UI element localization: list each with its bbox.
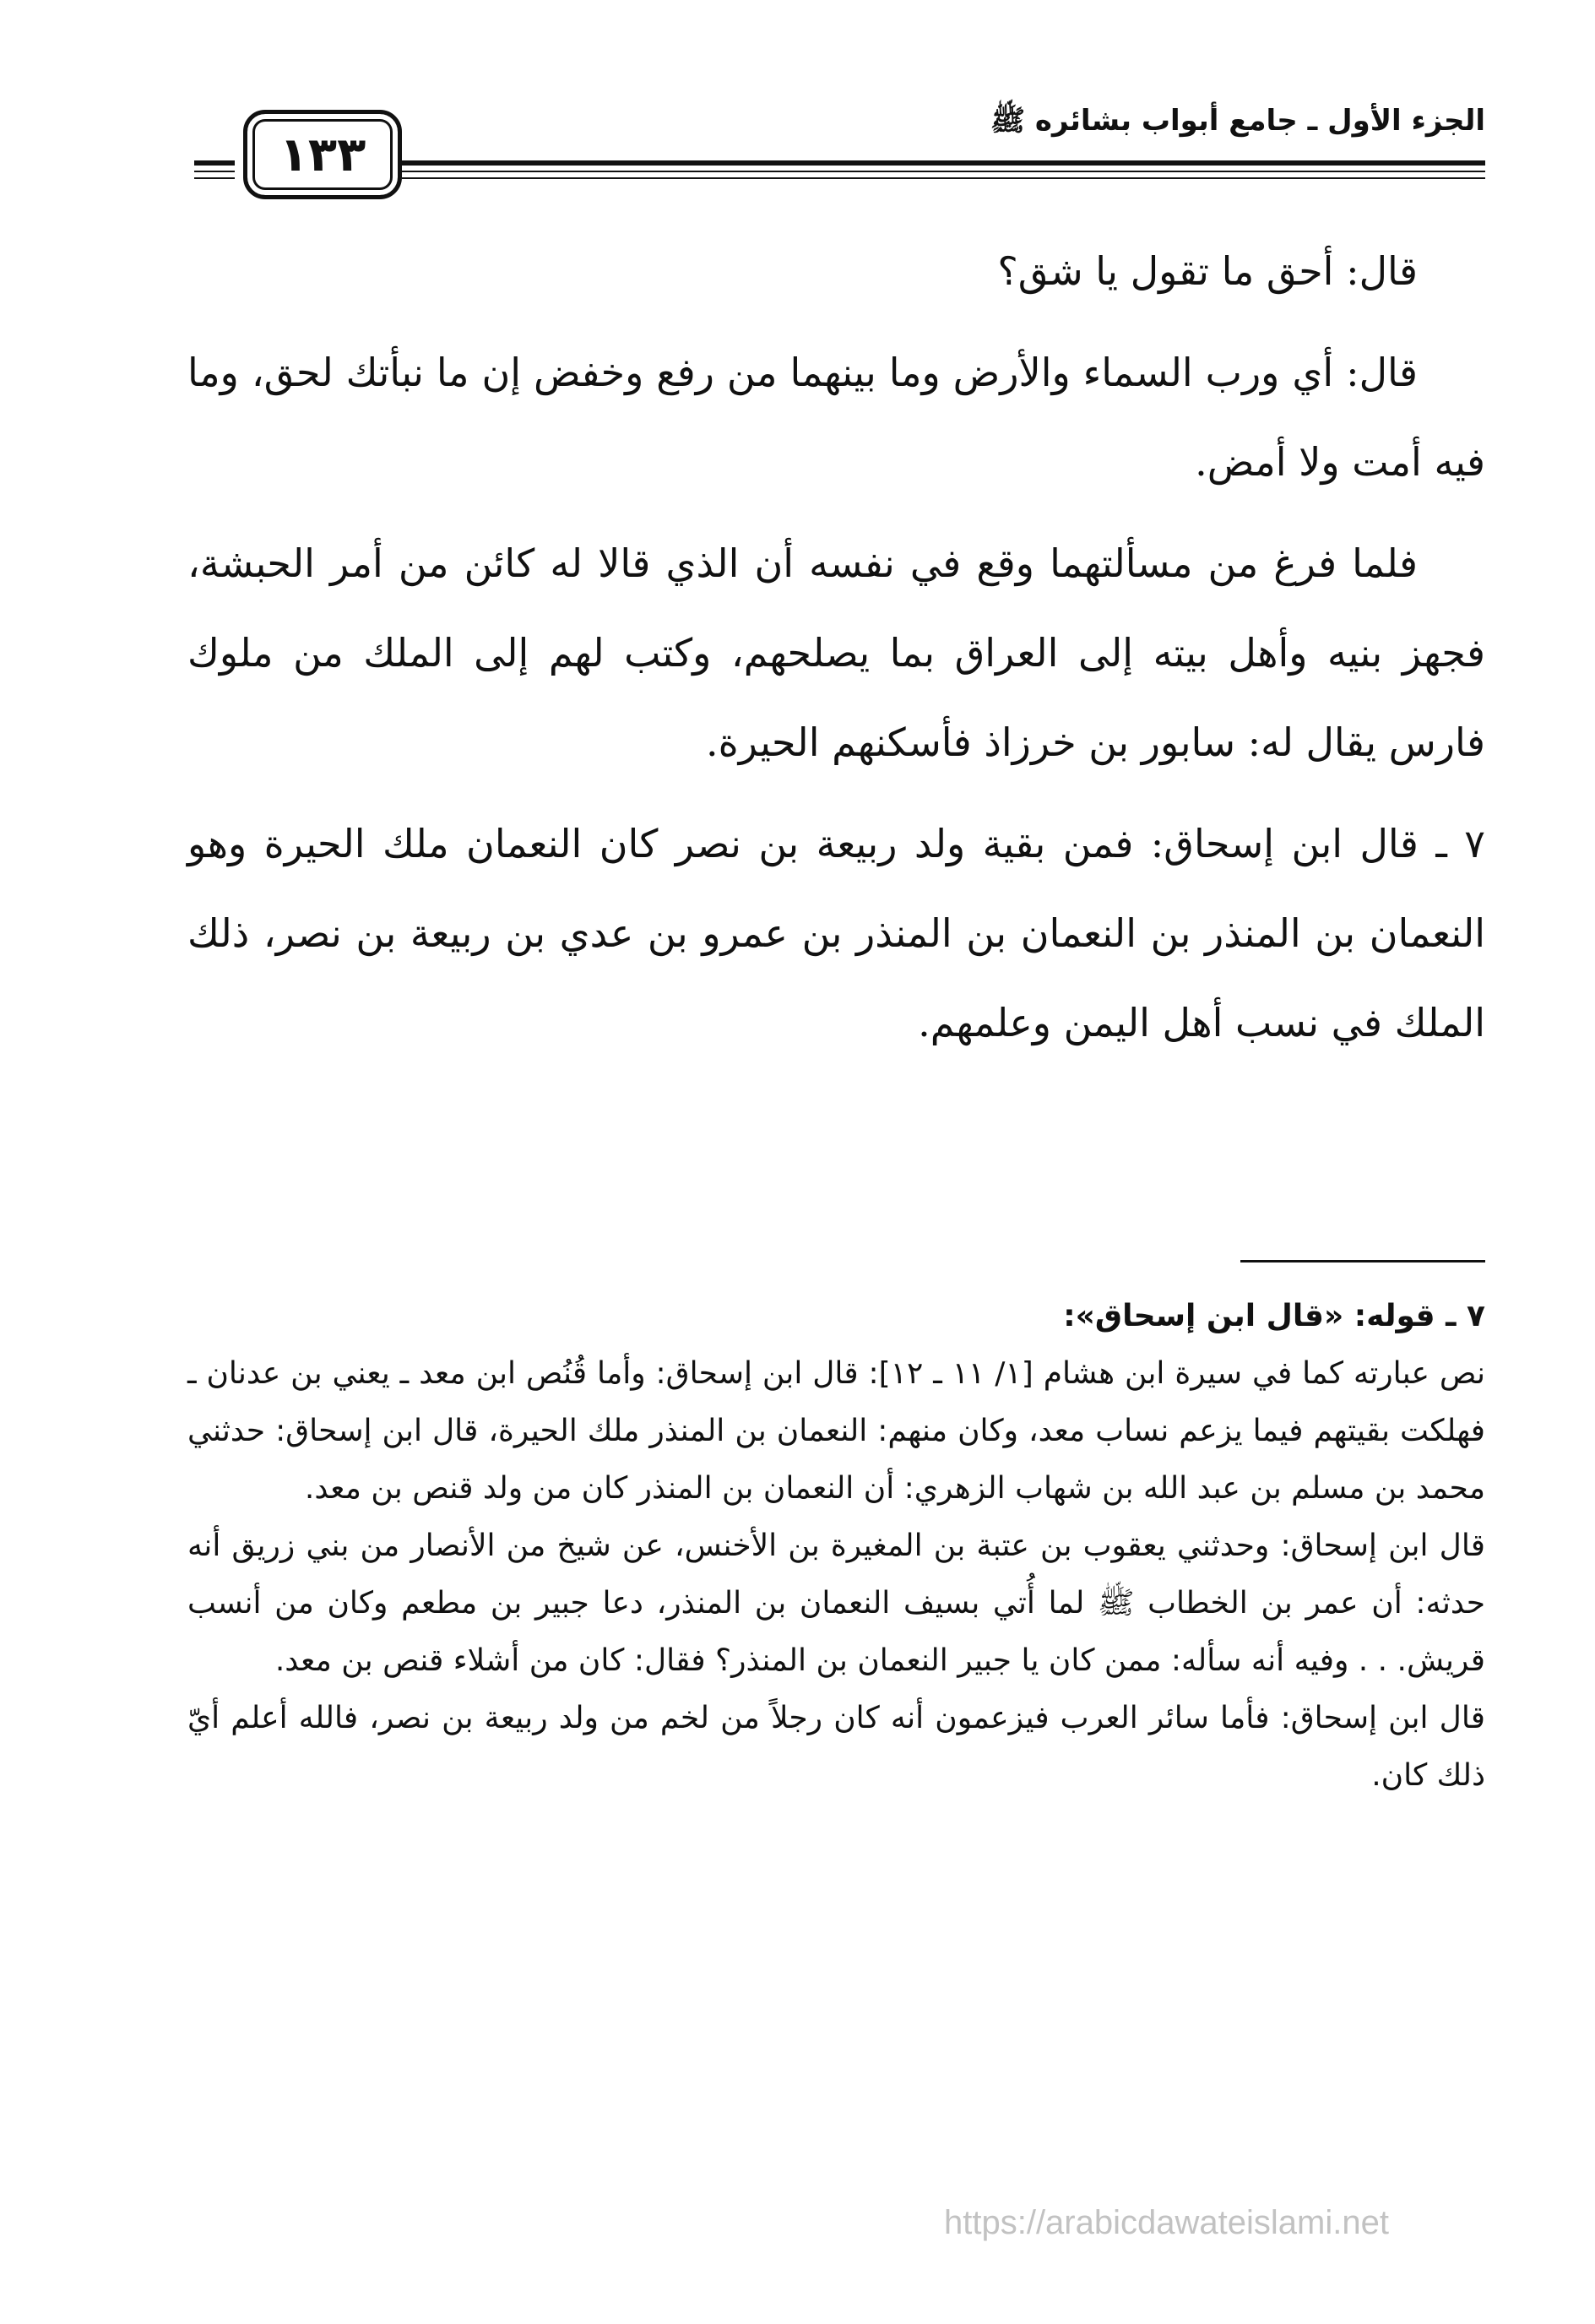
main-text bbox=[187, 226, 1485, 1079]
page-number: ١٣٣ bbox=[279, 127, 366, 182]
footnote-paragraph-3: قال ابن إسحاق: فأما سائر العرب فيزعمون أنه كان رجلاً من لخم من ولد ربيعة بن نصر، فالله أعلم أيّ ذلك كان. bbox=[187, 1701, 1485, 1793]
main-paragraph-4: ٧ ـ قال ابن إسحاق: فمن بقية ولد ربيعة بن نصر كان النعمان ملك الحيرة وهو النعمان بن المنذر بن النعمان بن المنذر بن عمرو بن عدي بن ربيعة بن نصر، ذلك الملك في نسب أهل اليمن وعلمهم. bbox=[187, 821, 1485, 1045]
main-paragraph-3: فلما فرغ من مسألتهما وقع في نفسه أن الذي قالا له كائن من أمر الحبشة، فجهز بنيه وأهل بيته إلى العراق بما يصلحهم، وكتب لهم إلى الملك من ملوك فارس يقال له: سابور بن خرزاذ فأسكنهم الحيرة. bbox=[187, 540, 1485, 765]
page-number-box bbox=[243, 110, 402, 199]
footnote-heading: ٧ ـ قوله: «قال ابن إسحاق»: bbox=[1063, 1299, 1485, 1333]
main-paragraph-2: قال: أي ورب السماء والأرض وما بينهما من رفع وخفض إن ما نبأتك لحق، وما فيه أمت ولا أمض. bbox=[187, 350, 1485, 485]
watermark-url: https://arabicdawateislami.net bbox=[944, 2204, 1389, 2241]
footnote-paragraph-2: قال ابن إسحاق: وحدثني يعقوب بن عتبة بن المغيرة بن الأخنس، عن شيخ من الأنصار من بني زريق أنه حدثه: أن عمر بن الخطاب ﷺ لما أُتي بسيف النعمان بن المنذر، دعا جبير بن مطعم وكان من أنسب قريش. . . وفيه أنه سأله: ممن كان يا جبير النعمان بن المنذر؟ فقال: كان من أشلاء قنص بن معد. bbox=[187, 1529, 1485, 1678]
footnote-paragraph-1: نص عبارته كما في سيرة ابن هشام [١/ ١١ ـ ١٢]: قال ابن إسحاق: وأما قُنُص ابن معد ـ يعني بن عدنان ـ فهلكت بقيتهم فيما يزعم نساب معد، وكان منهم: النعمان بن المنذر ملك الحيرة، قال ابن إسحاق: حدثني محمد بن مسلم بن عبد الله بن شهاب الزهري: أن النعمان بن المنذر كان من ولد قنص بن معد. bbox=[187, 1356, 1485, 1506]
footnotes bbox=[187, 1288, 1485, 1805]
running-title: الجزء الأول ـ جامع أبواب بشائره ﷺ bbox=[990, 104, 1485, 138]
footnote-separator bbox=[1240, 1260, 1485, 1262]
main-paragraph-1: قال: أحق ما تقول يا شق؟ bbox=[997, 248, 1418, 294]
